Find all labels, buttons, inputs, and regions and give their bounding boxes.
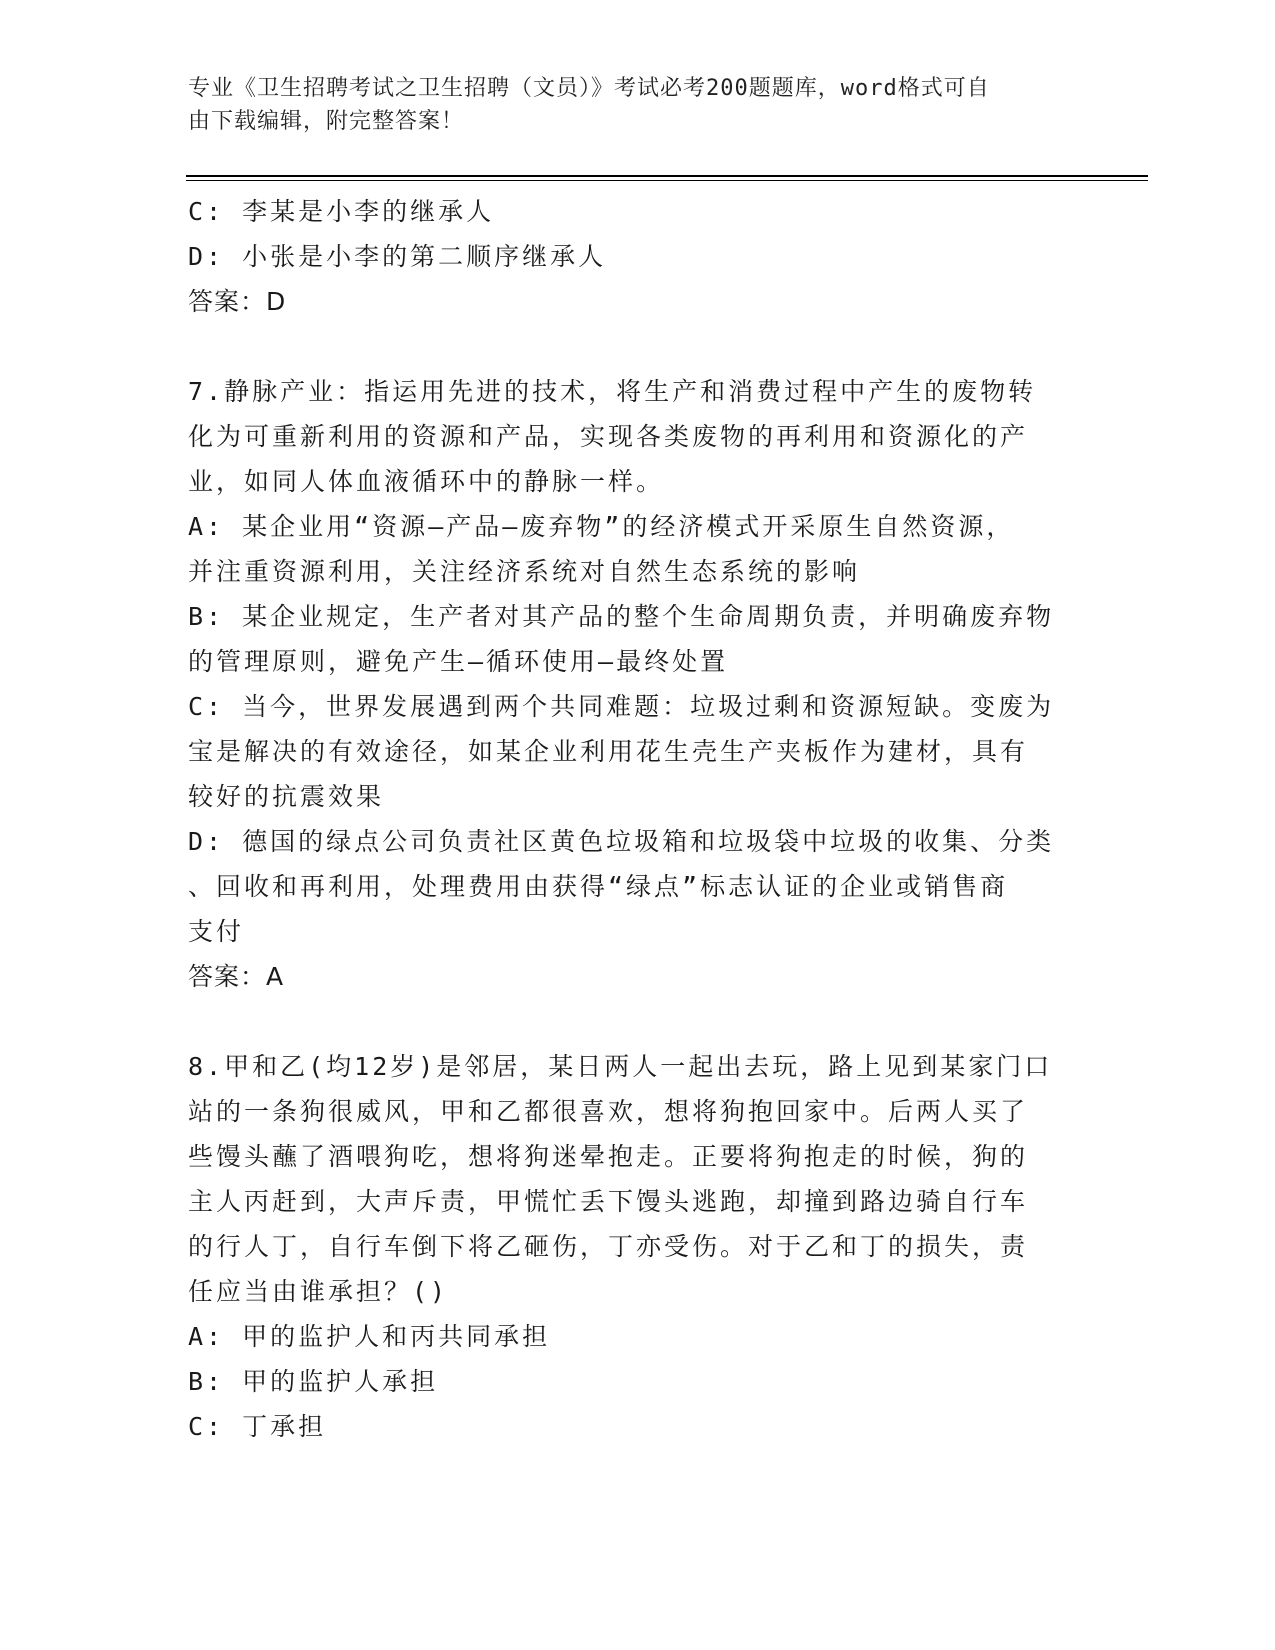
question-stem-line: 些馒头蘸了酒喂狗吃，想将狗迷晕抱走。正要将狗抱走的时候，狗的 <box>188 1142 1029 1171</box>
option-c-line: C: 当今，世界发展遇到两个共同难题：垃圾过剩和资源短缺。变废为 <box>188 692 1055 721</box>
question-stem-line: 化为可重新利用的资源和产品，实现各类废物的再利用和资源化的产 <box>188 422 1029 451</box>
option-d: D: 小张是小李的第二顺序继承人 <box>188 242 607 271</box>
question-6-tail <box>188 189 1088 324</box>
question-stem-line: 任应当由谁承担？() <box>188 1277 449 1306</box>
answer-line: 答案：D <box>188 287 287 316</box>
option-c: C: 李某是小李的继承人 <box>188 197 495 226</box>
question-stem-line: 8.甲和乙(均12岁)是邻居，某日两人一起出去玩，路上见到某家门口 <box>188 1052 1053 1081</box>
option-b: B: 甲的监护人承担 <box>188 1367 439 1396</box>
option-c-line: 宝是解决的有效途径，如某企业利用花生壳生产夹板作为建材，具有 <box>188 737 1029 766</box>
question-stem-line: 主人丙赶到，大声斥责，甲慌忙丢下馒头逃跑，却撞到路边骑自行车 <box>188 1187 1029 1216</box>
spacer <box>188 999 1088 1044</box>
option-a: A: 甲的监护人和丙共同承担 <box>188 1322 551 1351</box>
question-8 <box>188 1044 1088 1449</box>
header-divider-thin <box>186 180 1148 181</box>
header-divider-thick <box>186 175 1148 177</box>
document-body <box>188 189 1088 1449</box>
option-d-line: 、回收和再利用，处理费用由获得“绿点”标志认证的企业或销售商 <box>188 872 1009 901</box>
option-c-line: 较好的抗震效果 <box>188 782 385 811</box>
header-line-1: 专业《卫生招聘考试之卫生招聘（文员）》考试必考200题题库，word格式可自 <box>188 76 990 101</box>
option-b-line: 的管理原则，避免产生—循环使用—最终处置 <box>188 647 729 676</box>
document-header <box>188 72 1068 138</box>
question-stem-line: 7.静脉产业：指运用先进的技术，将生产和消费过程中产生的废物转 <box>188 377 1037 406</box>
option-b-line: B: 某企业规定，生产者对其产品的整个生命周期负责，并明确废弃物 <box>188 602 1055 631</box>
answer-line: 答案：A <box>188 962 285 991</box>
option-a-line: 并注重资源利用，关注经济系统对自然生态系统的影响 <box>188 557 861 586</box>
option-d-line: D: 德国的绿点公司负责社区黄色垃圾箱和垃圾袋中垃圾的收集、分类 <box>188 827 1055 856</box>
option-d-line: 支付 <box>188 917 245 946</box>
spacer <box>188 324 1088 369</box>
question-stem-line: 的行人丁，自行车倒下将乙砸伤，丁亦受伤。对于乙和丁的损失，责 <box>188 1232 1029 1261</box>
question-stem-line: 业，如同人体血液循环中的静脉一样。 <box>188 467 665 496</box>
option-a-line: A: 某企业用“资源—产品—废弃物”的经济模式开采原生自然资源， <box>188 512 1015 541</box>
question-stem-line: 站的一条狗很威风，甲和乙都很喜欢，想将狗抱回家中。后两人买了 <box>188 1097 1029 1126</box>
option-c: C: 丁承担 <box>188 1412 327 1441</box>
header-line-2: 由下载编辑，附完整答案！ <box>188 109 465 134</box>
question-7 <box>188 369 1088 999</box>
